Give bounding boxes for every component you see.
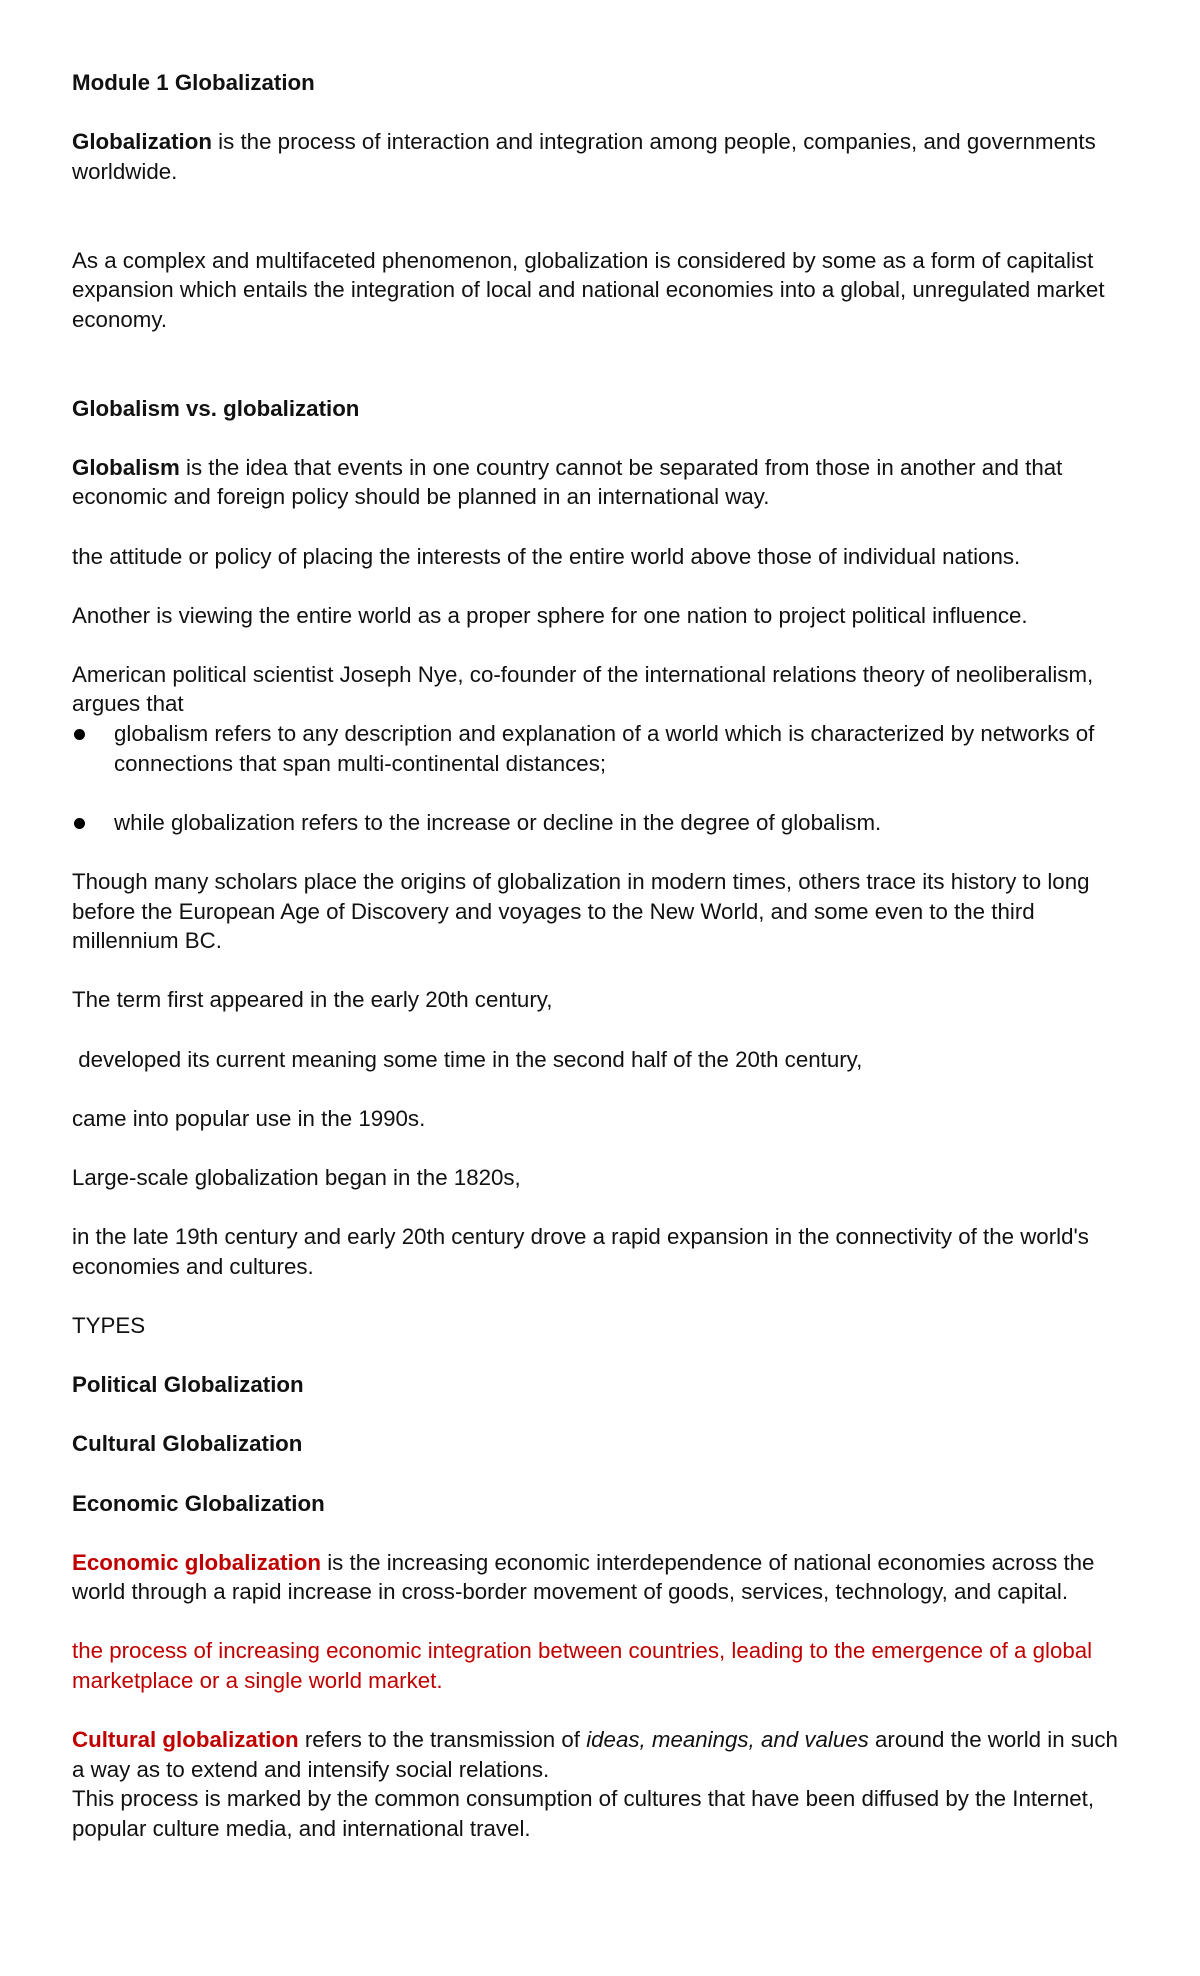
globalization-definition: Globalization is the process of interaction and integration among people, companies, and governments worldwide. [72,129,1096,184]
heading-globalism-vs-globalization: Globalism vs. globalization [72,395,360,421]
term-economic-globalization: Economic globalization [72,1549,322,1575]
type-political: Political Globalization [72,1372,304,1398]
cultural-consumption-paragraph: This process is marked by the common consumption of cultures that have been diffused by the Internet, popular culture media, and international travel. [72,1786,1095,1842]
term-first-appeared-paragraph: The term first appeared in the early 20th century, [72,987,553,1013]
cultural-globalization-definition: Cultural globalization refers to the transmission of ideas, meanings, and values around the world in such a way as to extend and intensify social relations. [72,1727,1118,1782]
term-cultural-globalization: Cultural globalization [72,1727,299,1753]
type-cultural: Cultural Globalization [72,1431,303,1457]
globalization-complex-paragraph: As a complex and multifaceted phenomenon, globalization is considered by some as a form of capitalist expansion which entails the integration of local and national economies into a global, unregulated market economy. [72,247,1105,332]
list-item: while globalization refers to the increase or decline in the degree of globalism. [72,808,1128,838]
economic-integration-paragraph: the process of increasing economic integration between countries, leading to the emergence of a global marketplace or a single world market. [72,1638,1093,1694]
current-meaning-paragraph: developed its current meaning some time in the second half of the 20th century, [72,1046,863,1072]
document-title: Module 1 Globalization [72,70,315,95]
nye-bullet-list [72,719,1128,837]
globalism-attitude-paragraph: the attitude or policy of placing the interests of the entire world above those of individual nations. [72,543,1021,569]
joseph-nye-paragraph: American political scientist Joseph Nye, co-founder of the international relations theory of neoliberalism, argues that [72,661,1094,717]
economic-globalization-definition: Economic globalization is the increasing economic interdependence of national economies across the world through a rapid increase in cross-border movement of goods, services, technology, and capital. [72,1549,1095,1605]
globalism-definition: Globalism is the idea that events in one country cannot be separated from those in another and that economic and foreign policy should be planned in an international way. [72,454,1063,510]
bullet-icon [74,818,85,829]
type-economic: Economic Globalization [72,1490,325,1516]
term-globalization: Globalization [72,129,212,155]
types-label: TYPES [72,1312,146,1338]
list-item: globalism refers to any description and explanation of a world which is characterized by networks of connections that span multi-continental distances; [72,719,1128,778]
popular-use-paragraph: came into popular use in the 1990s. [72,1105,426,1131]
large-scale-paragraph: Large-scale globalization began in the 1820s, [72,1164,521,1190]
origins-paragraph: Though many scholars place the origins of globalization in modern times, others trace its history to long before the European Age of Discovery and voyages to the New World, and some even to the third millennium BC. [72,869,1090,954]
connectivity-paragraph: in the late 19th century and early 20th century drove a rapid expansion in the connectivity of the world's economies and cultures. [72,1224,1089,1279]
term-globalism: Globalism [72,454,180,480]
globalism-sphere-paragraph: Another is viewing the entire world as a proper sphere for one nation to project political influence. [72,602,1028,628]
bullet-icon [74,729,85,740]
